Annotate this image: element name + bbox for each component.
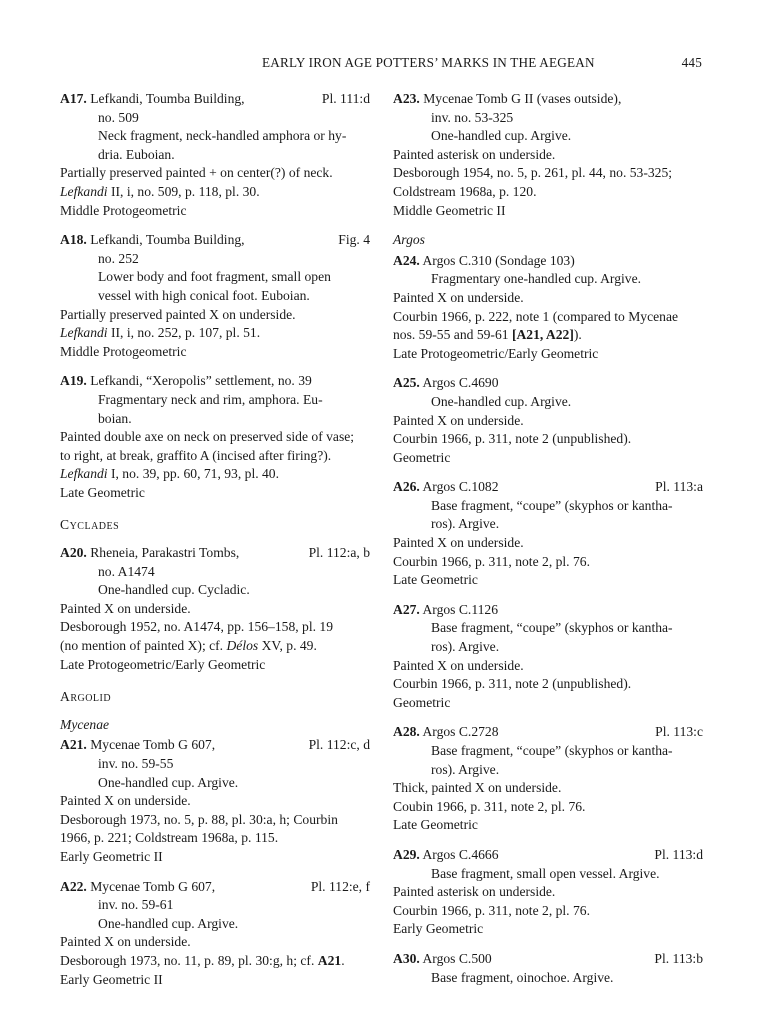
plate-ref: Pl. 113:d <box>654 846 703 862</box>
section-heading: Argolid <box>60 689 112 705</box>
entry-number: A22. <box>60 878 87 894</box>
plate-ref: Pl. 112:e, f <box>310 878 370 894</box>
entry-inv: no. 509 <box>98 109 139 125</box>
plate-ref: Pl. 112:c, d <box>308 737 370 753</box>
entry-body: Painted X on underside. Courbin 1966, p. 311, note 2 (unpublished). Geometric <box>393 412 632 465</box>
plate-ref: Pl. 113:a <box>655 479 703 495</box>
catalog-entry-a17 <box>60 90 370 220</box>
plate-ref: Pl. 113:b <box>654 950 703 966</box>
entry-site: Lefkandi, Toumba Building, <box>90 232 245 248</box>
entry-desc: Lower body and foot fragment, small open vessel with high conical foot. Euboian. <box>98 269 331 303</box>
entry-desc: Base fragment, oinochoe. Argive. <box>431 969 614 985</box>
entry-site: Mycenae Tomb G 607, <box>90 878 216 894</box>
entry-body: Painted double axe on neck on preserved side of vase; to right, at break, graffito A (incised after firing?). Lefkandi I, no. 39, pp. 60, 71, 93, pl. 40. Late Geometric <box>60 429 355 500</box>
entry-desc: Base fragment, small open vessel. Argive. <box>431 865 660 881</box>
catalog-entry-a28 <box>393 723 703 835</box>
running-title: EARLY IRON AGE POTTERS’ MARKS IN THE AEGEAN <box>262 55 595 70</box>
entry-body: Thick, painted X on underside. Coubin 1966, p. 311, note 2, pl. 76. Late Geometric <box>393 780 586 833</box>
catalog-entry-a22 <box>60 878 370 990</box>
section-heading: Cyclades <box>60 517 120 533</box>
entry-number: A24. <box>393 252 420 268</box>
catalog-entry-a29 <box>393 846 703 939</box>
entry-number: A30. <box>393 950 420 966</box>
entry-site: Lefkandi, Toumba Building, <box>90 91 245 106</box>
catalog-entry-a23 <box>393 90 703 220</box>
entry-body: Painted X on underside. Desborough 1973, no. 11, p. 89, pl. 30:g, h; cf. A21. Early Geometric II <box>60 934 345 987</box>
subsection-heading: Mycenae <box>60 716 110 732</box>
catalog-entry-a21 <box>60 736 370 866</box>
entry-number: A20. <box>60 545 87 561</box>
entry-inv: inv. no. 53-325 <box>431 109 514 125</box>
catalog-entry-a20 <box>60 544 370 674</box>
entry-number: A23. <box>393 91 420 106</box>
entry-site: Rheneia, Parakastri Tombs, <box>90 545 240 561</box>
entry-body: Painted X on underside. Courbin 1966, p. 311, note 2 (unpublished). Geometric <box>393 657 632 710</box>
entry-site: Argos C.500 <box>422 950 492 966</box>
entry-body: Partially preserved painted + on center(?) of neck. Lefkandi II, i, no. 509, p. 118, pl. 30. Middle Protogeometric <box>60 165 333 218</box>
entry-number: A26. <box>393 479 420 495</box>
entry-desc: Fragmentary one-handled cup. Argive. <box>431 271 642 287</box>
entry-site: Mycenae Tomb G II (vases outside), <box>423 91 622 106</box>
subsection-heading: Argos <box>393 232 425 248</box>
entry-body: Painted asterisk on underside. Courbin 1966, p. 311, note 2, pl. 76. Early Geometric <box>393 884 590 937</box>
entry-desc: One-handled cup. Argive. <box>98 774 239 790</box>
entry-desc: Neck fragment, neck-handled amphora or hy- dria. Euboian. <box>98 128 347 162</box>
entry-site: Argos C.1126 <box>422 601 498 617</box>
entry-site: Argos C.4666 <box>422 846 499 862</box>
entry-number: A17. <box>60 91 87 106</box>
entry-site: Argos C.310 (Sondage 103) <box>422 252 575 268</box>
entry-body: Partially preserved painted X on underside. Lefkandi II, i, no. 252, p. 107, pl. 51. Middle Protogeometric <box>60 306 296 359</box>
catalog-entry-a30 <box>393 950 703 987</box>
entry-desc: Base fragment, “coupe” (skyphos or kantha- ros). Argive. <box>431 743 673 777</box>
entry-body: Painted X on underside. Desborough 1973, no. 5, p. 88, pl. 30:a, h; Courbin 1966, p. 221; Coldstream 1968a, p. 115. Early Geometric II <box>60 793 338 864</box>
page-number: 445 <box>681 55 702 70</box>
entry-site: Argos C.4690 <box>422 375 499 391</box>
right-column <box>393 90 703 998</box>
entry-site: Argos C.1082 <box>422 479 499 495</box>
entry-site: Lefkandi, “Xeropolis” settlement, no. 39 <box>90 373 312 389</box>
plate-ref: Fig. 4 <box>338 232 370 248</box>
entry-desc: Base fragment, “coupe” (skyphos or kantha- ros). Argive. <box>431 620 673 655</box>
entry-body: Painted asterisk on underside. Desborough 1954, no. 5, p. 261, pl. 44, no. 53-325; Coldstream 1968a, p. 120. Middle Geometric II <box>393 146 673 218</box>
entry-desc: One-handled cup. Argive. <box>431 128 572 144</box>
left-column <box>60 90 370 1000</box>
entry-number: A19. <box>60 373 87 389</box>
catalog-entry-a27 <box>393 601 703 713</box>
entry-site: Argos C.2728 <box>422 724 499 740</box>
entry-desc: One-handled cup. Argive. <box>431 393 572 409</box>
entry-desc: Base fragment, “coupe” (skyphos or kantha- ros). Argive. <box>431 497 673 532</box>
catalog-entry-a18 <box>60 231 370 361</box>
entry-desc: Fragmentary neck and rim, amphora. Eu- boian. <box>98 391 323 426</box>
entry-number: A27. <box>393 601 420 617</box>
entry-inv: inv. no. 59-55 <box>98 756 174 771</box>
entry-number: A18. <box>60 232 87 248</box>
entry-body: Painted X on underside. Courbin 1966, p. 222, note 1 (compared to Mycenae nos. 59-55 and 59-61 [A21, A22]). Late Protogeometric/Early Geometric <box>393 289 679 361</box>
entry-inv: inv. no. 59-61 <box>98 897 174 913</box>
entry-desc: One-handled cup. Argive. <box>98 915 239 931</box>
entry-inv: no. A1474 <box>98 563 155 579</box>
catalog-entry-a25 <box>393 374 703 467</box>
entry-number: A28. <box>393 724 420 740</box>
plate-ref: Pl. 113:c <box>655 724 703 740</box>
entry-body: Painted X on underside. Courbin 1966, p. 311, note 2, pl. 76. Late Geometric <box>393 535 590 588</box>
entry-body: Painted X on underside. Desborough 1952, no. A1474, pp. 156–158, pl. 19 (no mention of painted X); cf. Délos XV, p. 49. Late Protogeometric/Early Geometric <box>60 600 334 672</box>
entry-number: A29. <box>393 846 420 862</box>
entry-desc: One-handled cup. Cycladic. <box>98 582 250 598</box>
entry-number: A21. <box>60 737 87 753</box>
plate-ref: Pl. 111:d <box>321 91 370 106</box>
catalog-entry-a19 <box>60 372 370 502</box>
entry-number: A25. <box>393 375 420 391</box>
entry-site: Mycenae Tomb G 607, <box>90 737 216 753</box>
entry-inv: no. 252 <box>98 250 139 266</box>
catalog-entry-a26 <box>393 478 703 590</box>
plate-ref: Pl. 112:a, b <box>308 545 370 561</box>
catalog-entry-a24 <box>393 252 703 364</box>
